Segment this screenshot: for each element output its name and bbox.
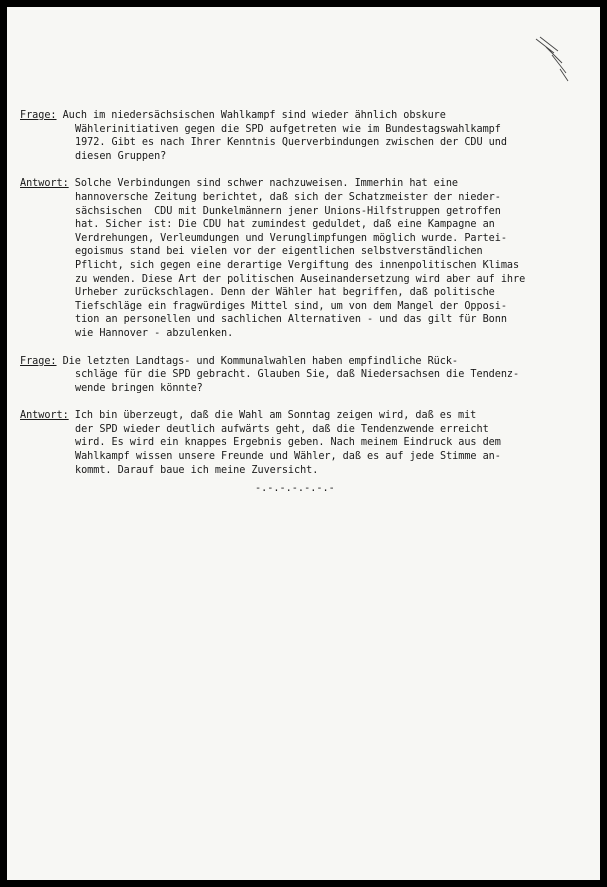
question-2-first-line: Frage: Die letzten Landtags- und Kommunalwahlen haben empfindliche Rück-: [20, 355, 459, 367]
text-line: Tiefschläge ein fragwürdiges Mittel sind, um von dem Mangel der Opposi-: [75, 300, 507, 312]
answer-label: Antwort:: [20, 410, 69, 422]
text-line: Wählerinitiativen gegen die SPD aufgetreten wie im Bundestagswahlkampf: [75, 123, 501, 135]
text-line: sächsischen CDU mit Dunkelmännern jener Unions-Hilfstruppen getroffen: [75, 205, 501, 217]
text-line: tion an personellen und sachlichen Alternativen - und das gilt für Bonn: [75, 314, 507, 326]
question-1: [20, 109, 580, 163]
answer-label: Antwort:: [20, 178, 69, 190]
interview-text: [20, 109, 580, 491]
text-line: egoismus stand bei vielen vor der eigentlichen selbstverständlichen: [75, 246, 483, 258]
question-2: [20, 355, 580, 396]
text-line: hannoversche Zeitung berichtet, daß sich der Schatzmeister der nieder-: [75, 191, 501, 203]
text-line: 1972. Gibt es nach Ihrer Kenntnis Querverbindungen zwischen der CDU und: [75, 137, 507, 149]
text-line: Pflicht, sich gegen eine derartige Vergiftung des innenpolitischen Klimas: [75, 259, 520, 271]
text-line: diesen Gruppen?: [75, 150, 167, 162]
question-1-first-line: Frage: Auch im niedersächsischen Wahlkampf sind wieder ähnlich obskure: [20, 110, 446, 121]
text-line: zu wenden. Diese Art der politischen Auseinandersetzung wird aber auf ihre: [75, 273, 526, 285]
text-line: Verdrehungen, Verleumdungen und Verunglimpfungen möglich wurde. Partei-: [75, 232, 507, 244]
text-line: schläge für die SPD gebracht. Glauben Sie, daß Niedersachsen die Tendenz-: [75, 369, 520, 381]
question-label: Frage:: [20, 110, 57, 121]
text-line: wie Hannover - abzulenken.: [75, 327, 234, 339]
text-line: Wahlkampf wissen unsere Freunde und Wähler, daß es auf jede Stimme an-: [75, 451, 501, 463]
question-label: Frage:: [20, 355, 57, 367]
text-line: der SPD wieder deutlich aufwärts geht, daß die Tendenzwende erreicht: [75, 423, 489, 435]
answer-2: [20, 409, 580, 477]
end-separator: -.-.-.-.-.-.-: [255, 483, 335, 494]
document-page: [7, 7, 600, 880]
text-line: wende bringen könnte?: [75, 382, 203, 394]
text-line: kommt. Darauf baue ich meine Zuversicht.: [75, 464, 319, 476]
text-line: Urheber zurückschlagen. Denn der Wähler hat begriffen, daß politische: [75, 287, 495, 299]
answer-1-first-line: Antwort: Solche Verbindungen sind schwer nachzuweisen. Immerhin hat eine: [20, 178, 459, 190]
answer-1: [20, 177, 580, 340]
text-line: hat. Sicher ist: Die CDU hat zumindest geduldet, daß eine Kampagne an: [75, 219, 495, 231]
answer-2-first-line: Antwort: Ich bin überzeugt, daß die Wahl am Sonntag zeigen wird, daß es mit: [20, 410, 477, 422]
corner-scribble-mark: [532, 33, 572, 83]
text-line: wird. Es wird ein knappes Ergebnis geben. Nach meinem Eindruck aus dem: [75, 437, 501, 449]
